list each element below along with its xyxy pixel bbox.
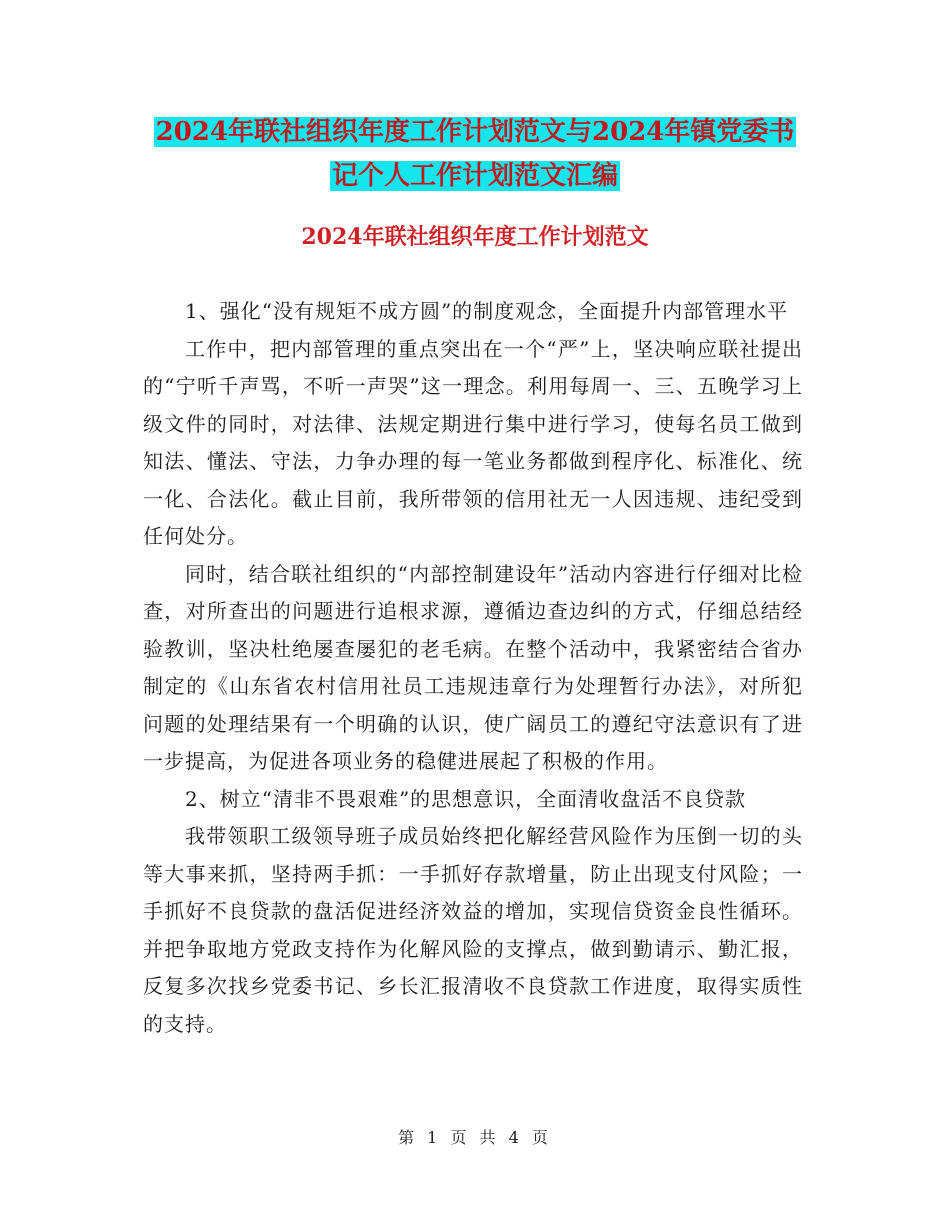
- body-text: [143, 293, 803, 1043]
- document-title-line-1: [0, 112, 950, 152]
- title-highlight-2: 记个人工作计划范文汇编: [331, 161, 618, 191]
- section-title: 2024年联社组织年度工作计划范文: [301, 224, 649, 250]
- title-highlight-1: 2024年联社组织年度工作计划范文与2024年镇党委书: [155, 117, 795, 147]
- paragraph: 2、树立“清非不畏艰难”的思想意识，全面清收盘活不良贷款: [185, 786, 747, 811]
- page-footer: 第 1 页 共 4 页: [398, 1128, 552, 1147]
- paragraph: 工作中，把内部管理的重点突出在一个“严”上，坚决响应联社提出的“宁听千声骂，不听一声哭”这一理念。利用每周一、三、五晚学习上级文件的同时，对法律、法规定期进行集中进行学习，使每名员工做到知法、懂法、守法，力争办理的每一笔业务都做到程序化、标准化、统一化、合法化。截止目前，我所带领的信用社无一人因违规、违纪受到任何处分。: [143, 336, 803, 548]
- document-title-line-2: [0, 156, 950, 196]
- paragraph: 1、强化“没有规矩不成方圆”的制度观念，全面提升内部管理水平: [185, 299, 789, 323]
- paragraph: 我带领职工级领导班子成员始终把化解经营风险作为压倒一切的头等大事来抓，坚持两手抓：一手抓好存款增量，防止出现支付风险；一手抓好不良贷款的盘活促进经济效益的增加，实现信贷资金良性循环。并把争取地方党政支持作为化解风险的支撑点，做到勤请示、勤汇报，反复多次找乡党委书记、乡长汇报清收不良贷款工作进度，取得实质性的支持。: [143, 824, 803, 1036]
- paragraph: 同时，结合联社组织的“内部控制建设年”活动内容进行仔细对比检查，对所查出的问题进行追根求源，遵循边查边纠的方式，仔细总结经验教训，坚决杜绝屡查屡犯的老毛病。在整个活动中，我紧密结合省办制定的《山东省农村信用社员工违规违章行为处理暂行办法》，对所犯问题的处理结果有一个明确的认识，使广阔员工的遵纪守法意识有了进一步提高，为促进各项业务的稳健进展起了积极的作用。: [143, 561, 803, 773]
